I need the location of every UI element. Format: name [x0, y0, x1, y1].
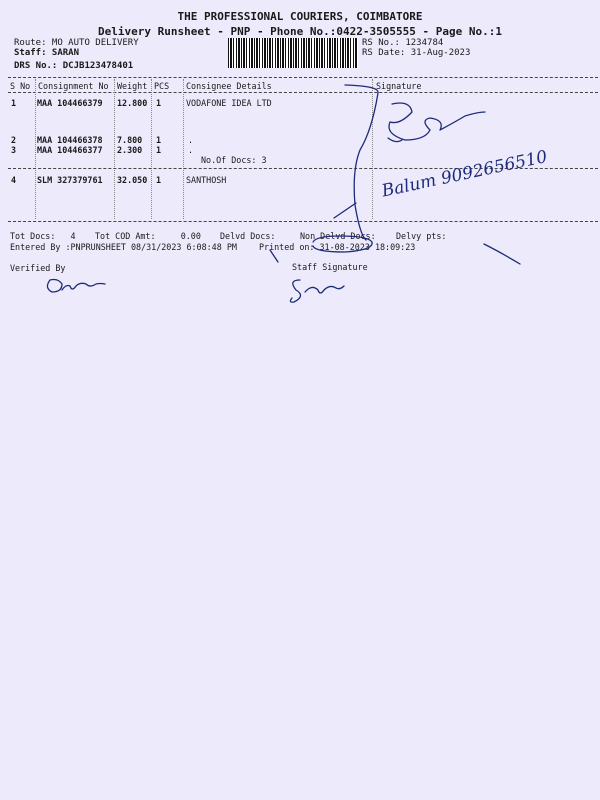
total-cod-amount: Tot COD Amt: 0.00 [95, 231, 201, 241]
row-consignment: MAA 104466379 [37, 98, 103, 108]
total-docs: Tot Docs: 4 [10, 231, 76, 241]
col-header-consignment: Consignment No [38, 81, 109, 91]
col-header-weight: Weight [117, 81, 148, 91]
delivered-docs: Delvd Docs: [220, 231, 276, 241]
entered-by: Entered By :PNPRUNSHEET 08/31/2023 6:08:48 PM [10, 242, 237, 252]
row-pcs: 1 [156, 145, 162, 155]
printed-on: Printed on: 31-08-2023 18:09:23 [259, 242, 416, 252]
row-weight: 12.800 [117, 98, 148, 108]
row-weight: 7.800 [117, 135, 143, 145]
company-title: THE PROFESSIONAL COURIERS, COIMBATORE [177, 10, 423, 23]
row-consignment: SLM 327379761 [37, 175, 103, 185]
verified-by-label: Verified By [10, 263, 66, 273]
row-consignment: MAA 104466377 [37, 145, 103, 155]
row-weight: 2.300 [117, 145, 143, 155]
row-consignee: . [188, 135, 194, 145]
runsheet-subtitle: Delivery Runsheet - PNP - Phone No.:0422-3505555 - Page No.:1 [98, 25, 502, 38]
col-header-pcs: PCS [154, 81, 170, 91]
handwritten-recipient-note: Balum 9092656510 [380, 146, 550, 202]
rs-number: RS No.: 1234784 [362, 38, 444, 48]
route-label: Route: MO AUTO DELIVERY [14, 38, 139, 48]
drs-number: DRS No.: DCJB123478401 [14, 61, 134, 71]
row-sno: 3 [11, 145, 17, 155]
rs-date: RS Date: 31-Aug-2023 [362, 48, 471, 58]
col-header-consignee: Consignee Details [186, 81, 272, 91]
delivery-points: Delvy pts: [396, 231, 447, 241]
row-consignment: MAA 104466378 [37, 135, 103, 145]
staff-signature-label: Staff Signature [292, 262, 368, 272]
row-consignee: . [188, 145, 194, 155]
row-consignee: VODAFONE IDEA LTD [186, 98, 272, 108]
row-sno: 1 [11, 98, 17, 108]
row-weight: 32.050 [117, 175, 148, 185]
col-header-signature: Signature [376, 81, 422, 91]
staff-label: Staff: SARAN [14, 48, 80, 58]
non-delivered-docs: Non Delvd Docs: [300, 231, 376, 241]
col-header-sno: S No [10, 81, 31, 91]
row-pcs: 1 [156, 135, 162, 145]
row-pcs: 1 [156, 175, 162, 185]
row-consignee: SANTHOSH [186, 175, 227, 185]
row-pcs: 1 [156, 98, 162, 108]
docs-count-note: No.Of Docs: 3 [201, 155, 267, 165]
row-sno: 4 [11, 175, 17, 185]
row-sno: 2 [11, 135, 17, 145]
